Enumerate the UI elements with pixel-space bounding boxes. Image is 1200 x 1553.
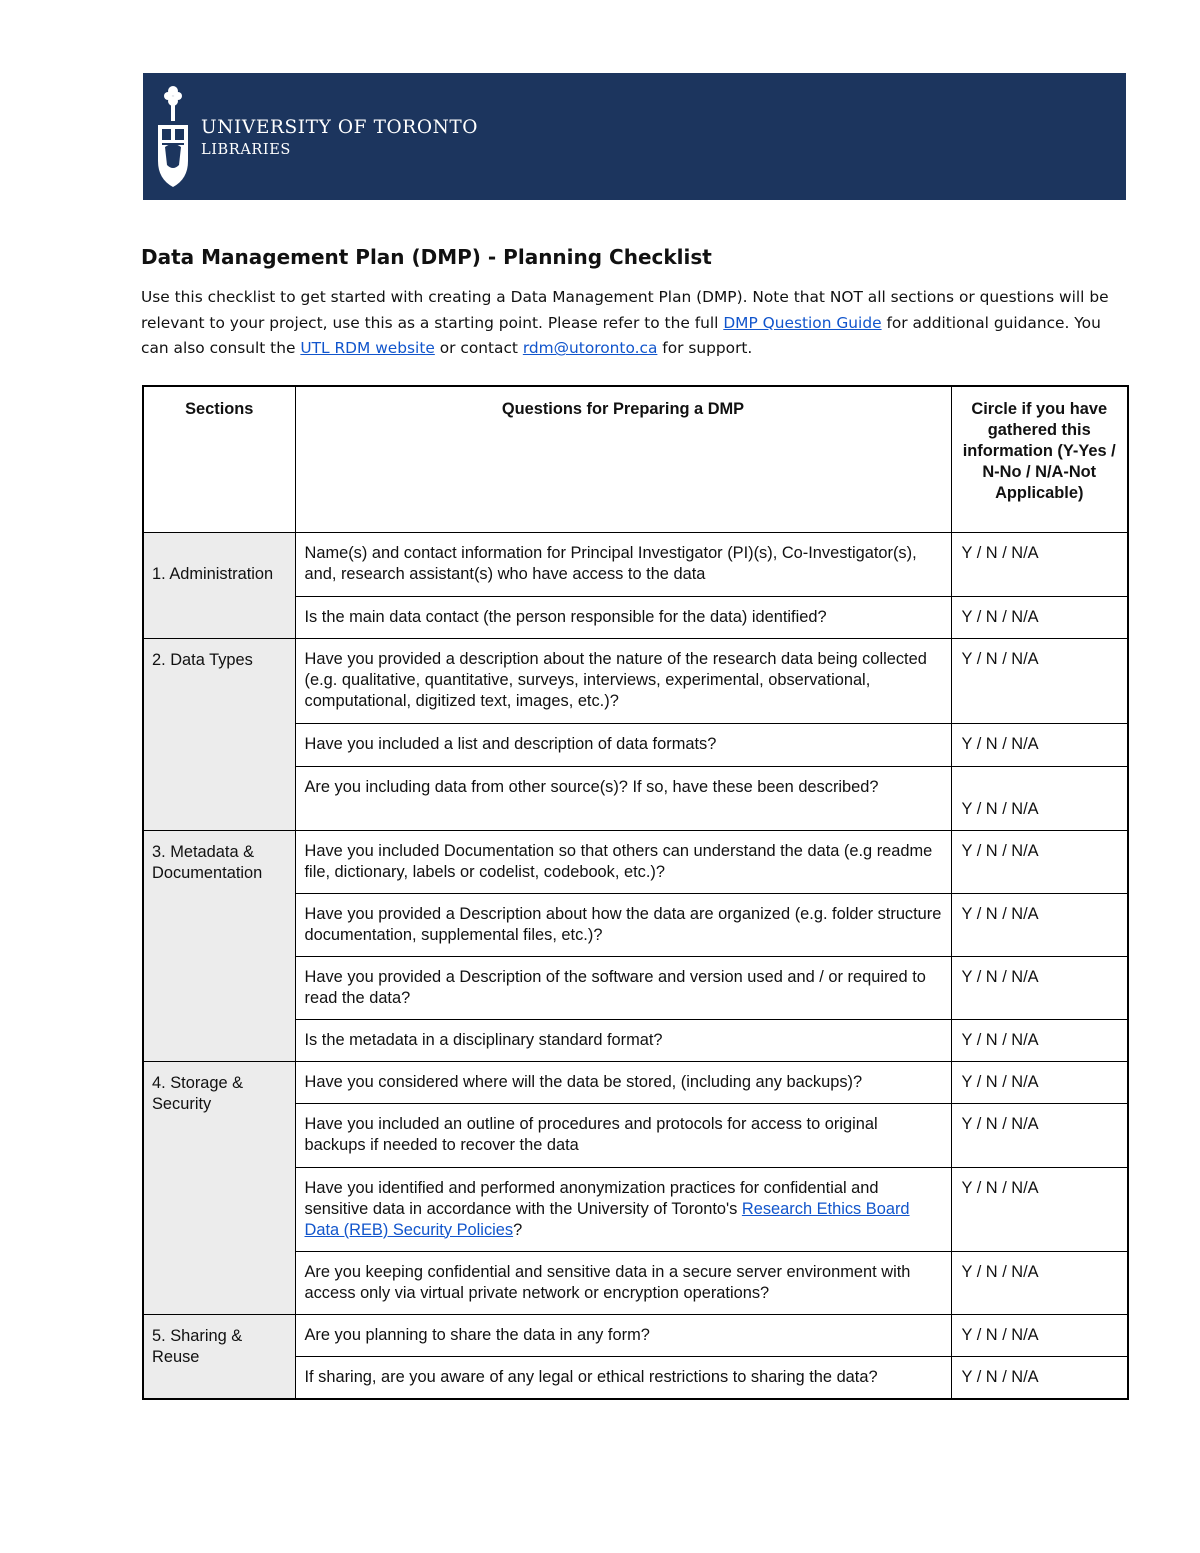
- answer-cell[interactable]: Y / N / N/A: [951, 1019, 1128, 1061]
- question-cell: Have you provided a description about the nature of the research data being collected (e.g. qualitative, quantitative, surveys, interviews, experimental, observational, computational, digitized text, images, etc.)?: [295, 638, 951, 723]
- question-text: Have you identified and performed anonymization practices for confidential and sensitive data in accordance with the University of Toronto's: [304, 1178, 879, 1218]
- dmp-question-guide-link[interactable]: DMP Question Guide: [723, 313, 882, 332]
- question-cell: Are you keeping confidential and sensitive data in a secure server environment with access only via virtual private network or encryption operations?: [295, 1251, 951, 1314]
- answer-cell[interactable]: Y / N / N/A: [951, 1061, 1128, 1103]
- answer-cell[interactable]: Y / N / N/A: [951, 1251, 1128, 1314]
- header-answer: Circle if you have gathered this information (Y-Yes / N-No / N/A-Not Applicable): [951, 386, 1128, 532]
- section-cell: [143, 1314, 295, 1399]
- answer-cell[interactable]: Y / N / N/A: [951, 532, 1128, 596]
- logo-libraries: LIBRARIES: [201, 142, 291, 158]
- header-questions: Questions for Preparing a DMP: [295, 386, 951, 532]
- section-label: 1. Administration: [152, 564, 274, 583]
- answer-cell[interactable]: Y / N / N/A: [951, 1356, 1128, 1399]
- question-cell: Have you included an outline of procedures and protocols for access to original backups if needed to recover the data: [295, 1103, 951, 1167]
- section-cell: [143, 1061, 295, 1314]
- question-cell: If sharing, are you aware of any legal or ethical restrictions to sharing the data?: [295, 1356, 951, 1399]
- answer-cell[interactable]: Y / N / N/A: [951, 956, 1128, 1019]
- question-cell: Have you included Documentation so that others can understand the data (e.g readme file, dictionary, labels or codelist, codebook, etc.)?: [295, 830, 951, 893]
- intro-paragraph: [141, 285, 1131, 362]
- answer-cell[interactable]: Y / N / N/A: [951, 723, 1128, 766]
- table-row: [143, 1061, 1128, 1103]
- question-cell: Are you planning to share the data in any form?: [295, 1314, 951, 1356]
- answer-cell[interactable]: Y / N / N/A: [951, 1314, 1128, 1356]
- section-label: 3. Metadata & Documentation: [152, 842, 263, 882]
- table-header-row: [143, 386, 1128, 532]
- question-cell: [295, 1167, 951, 1251]
- section-cell: [143, 830, 295, 1061]
- table-row: [143, 532, 1128, 596]
- question-cell: Name(s) and contact information for Principal Investigator (PI)(s), Co-Investigator(s), and, research assistant(s) who have access to the data: [295, 532, 951, 596]
- table-row: [143, 638, 1128, 723]
- intro-text: or contact: [434, 339, 523, 358]
- page-title: Data Management Plan (DMP) - Planning Checklist: [141, 245, 712, 269]
- answer-cell[interactable]: Y / N / N/A: [951, 893, 1128, 956]
- answer-cell[interactable]: Y / N / N/A: [951, 638, 1128, 723]
- question-cell: Have you provided a Description of the software and version used and / or required to read the data?: [295, 956, 951, 1019]
- reb-security-policies-link[interactable]: Research Ethics Board Data (REB) Security Policies: [304, 1199, 910, 1239]
- table-row: [143, 1314, 1128, 1356]
- answer-cell[interactable]: Y / N / N/A: [951, 1167, 1128, 1251]
- question-cell: Is the main data contact (the person responsible for the data) identified?: [295, 596, 951, 638]
- section-cell: [143, 638, 295, 830]
- question-cell: Are you including data from other source(s)? If so, have these been described?: [295, 766, 951, 830]
- question-suffix: ?: [513, 1220, 523, 1239]
- table-row: [143, 830, 1128, 893]
- rdm-email-link[interactable]: rdm@utoronto.ca: [522, 339, 658, 358]
- section-label: 4. Storage & Security: [152, 1073, 244, 1113]
- answer-cell[interactable]: Y / N / N/A: [951, 830, 1128, 893]
- utl-rdm-website-link[interactable]: UTL RDM website: [300, 339, 435, 358]
- answer-cell[interactable]: Y / N / N/A: [951, 1103, 1128, 1167]
- intro-text: for additional guidance. You can also consult the: [141, 313, 1101, 358]
- question-cell: Have you included a list and description of data formats?: [295, 723, 951, 766]
- logo-university-name: UNIVERSITY OF TORONTO: [201, 117, 479, 138]
- header-banner: [143, 73, 1126, 200]
- section-label: 5. Sharing & Reuse: [152, 1326, 243, 1366]
- university-crest-icon: [155, 81, 191, 191]
- question-cell: Have you provided a Description about how the data are organized (e.g. folder structure documentation, supplemental files, etc.)?: [295, 893, 951, 956]
- question-cell: Is the metadata in a disciplinary standard format?: [295, 1019, 951, 1061]
- answer-cell[interactable]: Y / N / N/A: [951, 766, 1128, 830]
- section-cell: [143, 532, 295, 638]
- question-cell: Have you considered where will the data be stored, (including any backups)?: [295, 1061, 951, 1103]
- header-sections: Sections: [143, 386, 295, 532]
- section-label: 2. Data Types: [152, 650, 253, 669]
- intro-text: Use this checklist to get started with creating a Data Management Plan (DMP). Note that NOT all sections or questions will be relevant to your project, use this as a starting point. Please refer to the full: [141, 288, 1109, 332]
- checklist-table: [142, 385, 1129, 1400]
- answer-cell[interactable]: Y / N / N/A: [951, 596, 1128, 638]
- intro-text: for support.: [657, 339, 753, 358]
